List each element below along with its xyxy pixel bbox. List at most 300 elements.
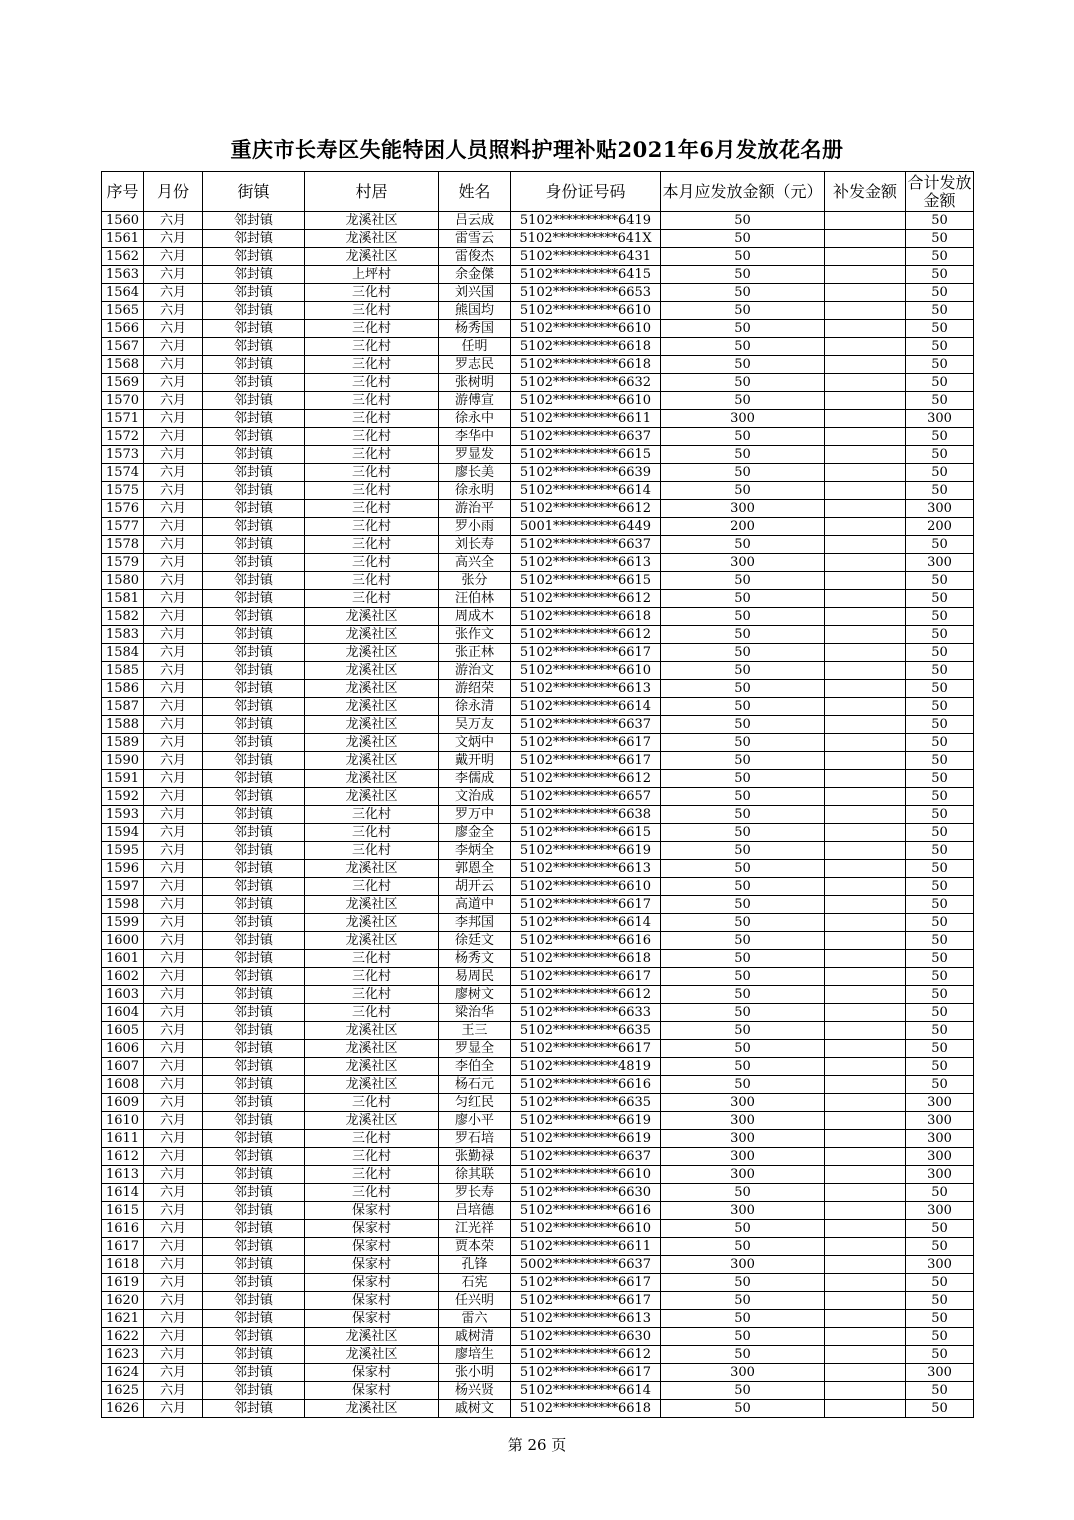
cell-monthly-amount: 50 [661, 338, 825, 356]
cell-serial: 1608 [102, 1076, 144, 1094]
table-row [102, 1040, 974, 1058]
table-row [102, 644, 974, 662]
cell-serial: 1618 [102, 1256, 144, 1274]
cell-id-number: 5102**********6612 [511, 770, 661, 788]
cell-month: 六月 [144, 716, 203, 734]
cell-back-pay [825, 626, 906, 644]
cell-monthly-amount: 50 [661, 716, 825, 734]
cell-town: 邻封镇 [203, 842, 305, 860]
table-row [102, 446, 974, 464]
cell-id-number: 5102**********6633 [511, 1004, 661, 1022]
cell-serial: 1577 [102, 518, 144, 536]
cell-village: 龙溪社区 [305, 1022, 439, 1040]
cell-village: 保家村 [305, 1382, 439, 1400]
cell-monthly-amount: 300 [661, 500, 825, 518]
table-row [102, 500, 974, 518]
cell-village: 上坪村 [305, 266, 439, 284]
cell-month: 六月 [144, 320, 203, 338]
cell-town: 邻封镇 [203, 824, 305, 842]
table-row [102, 374, 974, 392]
cell-serial: 1620 [102, 1292, 144, 1310]
cell-back-pay [825, 572, 906, 590]
cell-month: 六月 [144, 464, 203, 482]
cell-month: 六月 [144, 248, 203, 266]
cell-name: 游治平 [439, 500, 511, 518]
cell-town: 邻封镇 [203, 1202, 305, 1220]
cell-month: 六月 [144, 932, 203, 950]
cell-back-pay [825, 788, 906, 806]
cell-village: 龙溪社区 [305, 212, 439, 230]
cell-back-pay [825, 212, 906, 230]
cell-serial: 1610 [102, 1112, 144, 1130]
cell-back-pay [825, 950, 906, 968]
header-row [102, 172, 974, 212]
cell-back-pay [825, 734, 906, 752]
cell-total-amount: 50 [906, 1346, 974, 1364]
cell-village: 龙溪社区 [305, 1040, 439, 1058]
cell-month: 六月 [144, 446, 203, 464]
cell-id-number: 5102**********6614 [511, 1382, 661, 1400]
cell-village: 三化村 [305, 374, 439, 392]
table-row [102, 734, 974, 752]
cell-monthly-amount: 50 [661, 302, 825, 320]
cell-total-amount: 50 [906, 320, 974, 338]
cell-monthly-amount: 50 [661, 842, 825, 860]
cell-name: 周成木 [439, 608, 511, 626]
cell-town: 邻封镇 [203, 590, 305, 608]
cell-id-number: 5102**********6630 [511, 1328, 661, 1346]
cell-serial: 1582 [102, 608, 144, 626]
cell-name: 游傅宣 [439, 392, 511, 410]
cell-name: 匀红民 [439, 1094, 511, 1112]
table-row [102, 878, 974, 896]
cell-village: 三化村 [305, 392, 439, 410]
cell-town: 邻封镇 [203, 878, 305, 896]
cell-town: 邻封镇 [203, 572, 305, 590]
cell-serial: 1568 [102, 356, 144, 374]
cell-monthly-amount: 300 [661, 1364, 825, 1382]
cell-name: 易周民 [439, 968, 511, 986]
cell-back-pay [825, 1328, 906, 1346]
cell-id-number: 5102**********6615 [511, 446, 661, 464]
cell-monthly-amount: 50 [661, 644, 825, 662]
cell-monthly-amount: 50 [661, 914, 825, 932]
cell-month: 六月 [144, 1346, 203, 1364]
cell-month: 六月 [144, 1076, 203, 1094]
cell-total-amount: 50 [906, 968, 974, 986]
cell-town: 邻封镇 [203, 716, 305, 734]
page-number: 第 26 页 [507, 1436, 567, 1454]
cell-name: 张作文 [439, 626, 511, 644]
cell-village: 龙溪社区 [305, 1112, 439, 1130]
cell-total-amount: 50 [906, 572, 974, 590]
cell-village: 三化村 [305, 410, 439, 428]
cell-id-number: 5102**********6612 [511, 986, 661, 1004]
cell-month: 六月 [144, 1184, 203, 1202]
cell-back-pay [825, 986, 906, 1004]
cell-village: 三化村 [305, 284, 439, 302]
cell-total-amount: 50 [906, 212, 974, 230]
table-row [102, 1256, 974, 1274]
cell-village: 龙溪社区 [305, 932, 439, 950]
cell-id-number: 5102**********6611 [511, 410, 661, 428]
cell-name: 游绍荣 [439, 680, 511, 698]
cell-village: 龙溪社区 [305, 860, 439, 878]
cell-total-amount: 50 [906, 536, 974, 554]
cell-serial: 1587 [102, 698, 144, 716]
cell-name: 杨兴贤 [439, 1382, 511, 1400]
cell-village: 三化村 [305, 1094, 439, 1112]
cell-total-amount: 50 [906, 842, 974, 860]
cell-monthly-amount: 50 [661, 590, 825, 608]
cell-total-amount: 300 [906, 1148, 974, 1166]
cell-town: 邻封镇 [203, 770, 305, 788]
cell-serial: 1563 [102, 266, 144, 284]
cell-town: 邻封镇 [203, 1184, 305, 1202]
cell-id-number: 5102**********6657 [511, 788, 661, 806]
cell-back-pay [825, 1292, 906, 1310]
table-row [102, 392, 974, 410]
table-row [102, 896, 974, 914]
cell-id-number: 5102**********6618 [511, 338, 661, 356]
cell-back-pay [825, 284, 906, 302]
cell-name: 余金傑 [439, 266, 511, 284]
cell-month: 六月 [144, 284, 203, 302]
cell-month: 六月 [144, 626, 203, 644]
cell-id-number: 5102**********6613 [511, 554, 661, 572]
cell-village: 三化村 [305, 986, 439, 1004]
cell-month: 六月 [144, 1310, 203, 1328]
cell-month: 六月 [144, 572, 203, 590]
cell-name: 杨石元 [439, 1076, 511, 1094]
cell-name: 戚树文 [439, 1400, 511, 1418]
cell-village: 龙溪社区 [305, 680, 439, 698]
cell-total-amount: 50 [906, 824, 974, 842]
table-row [102, 752, 974, 770]
cell-town: 邻封镇 [203, 680, 305, 698]
cell-id-number: 5102**********6610 [511, 320, 661, 338]
cell-back-pay [825, 554, 906, 572]
cell-id-number: 5102**********6618 [511, 608, 661, 626]
cell-month: 六月 [144, 1328, 203, 1346]
cell-monthly-amount: 50 [661, 1328, 825, 1346]
cell-back-pay [825, 1004, 906, 1022]
cell-month: 六月 [144, 878, 203, 896]
cell-town: 邻封镇 [203, 518, 305, 536]
cell-back-pay [825, 266, 906, 284]
cell-village: 保家村 [305, 1274, 439, 1292]
cell-id-number: 5102**********6616 [511, 1202, 661, 1220]
table-row [102, 1184, 974, 1202]
cell-serial: 1626 [102, 1400, 144, 1418]
cell-total-amount: 50 [906, 914, 974, 932]
cell-town: 邻封镇 [203, 698, 305, 716]
cell-month: 六月 [144, 1202, 203, 1220]
cell-village: 龙溪社区 [305, 1058, 439, 1076]
table-row [102, 1202, 974, 1220]
cell-month: 六月 [144, 680, 203, 698]
cell-id-number: 5102**********6610 [511, 878, 661, 896]
cell-monthly-amount: 50 [661, 1220, 825, 1238]
cell-town: 邻封镇 [203, 914, 305, 932]
cell-total-amount: 50 [906, 662, 974, 680]
cell-id-number: 5102**********6653 [511, 284, 661, 302]
cell-town: 邻封镇 [203, 752, 305, 770]
cell-id-number: 5102**********6614 [511, 482, 661, 500]
cell-name: 罗万中 [439, 806, 511, 824]
table-row [102, 788, 974, 806]
cell-name: 胡开云 [439, 878, 511, 896]
cell-name: 汪伯林 [439, 590, 511, 608]
table-row [102, 806, 974, 824]
table-row [102, 914, 974, 932]
cell-monthly-amount: 50 [661, 662, 825, 680]
cell-monthly-amount: 200 [661, 518, 825, 536]
table-row [102, 1220, 974, 1238]
cell-monthly-amount: 50 [661, 1382, 825, 1400]
cell-total-amount: 50 [906, 1382, 974, 1400]
cell-monthly-amount: 50 [661, 212, 825, 230]
cell-serial: 1605 [102, 1022, 144, 1040]
cell-month: 六月 [144, 536, 203, 554]
cell-month: 六月 [144, 1256, 203, 1274]
cell-town: 邻封镇 [203, 536, 305, 554]
cell-month: 六月 [144, 590, 203, 608]
cell-total-amount: 50 [906, 932, 974, 950]
table-row [102, 626, 974, 644]
table-row [102, 356, 974, 374]
cell-total-amount: 50 [906, 896, 974, 914]
cell-id-number: 5102**********6610 [511, 302, 661, 320]
cell-town: 邻封镇 [203, 1130, 305, 1148]
cell-town: 邻封镇 [203, 1022, 305, 1040]
cell-back-pay [825, 374, 906, 392]
cell-id-number: 5102**********6630 [511, 1184, 661, 1202]
cell-serial: 1572 [102, 428, 144, 446]
cell-name: 杨秀文 [439, 950, 511, 968]
cell-back-pay [825, 1364, 906, 1382]
cell-serial: 1616 [102, 1220, 144, 1238]
cell-name: 高兴全 [439, 554, 511, 572]
cell-town: 邻封镇 [203, 1274, 305, 1292]
cell-back-pay [825, 1112, 906, 1130]
cell-month: 六月 [144, 806, 203, 824]
cell-month: 六月 [144, 428, 203, 446]
cell-town: 邻封镇 [203, 302, 305, 320]
cell-village: 三化村 [305, 1166, 439, 1184]
table-row [102, 428, 974, 446]
cell-village: 三化村 [305, 590, 439, 608]
cell-serial: 1601 [102, 950, 144, 968]
table-row [102, 1004, 974, 1022]
cell-month: 六月 [144, 1094, 203, 1112]
cell-monthly-amount: 50 [661, 464, 825, 482]
cell-monthly-amount: 300 [661, 1166, 825, 1184]
cell-village: 龙溪社区 [305, 914, 439, 932]
cell-village: 龙溪社区 [305, 230, 439, 248]
cell-id-number: 5102**********6615 [511, 824, 661, 842]
cell-town: 邻封镇 [203, 1040, 305, 1058]
table-row [102, 1364, 974, 1382]
cell-back-pay [825, 878, 906, 896]
cell-town: 邻封镇 [203, 734, 305, 752]
cell-name: 雷俊杰 [439, 248, 511, 266]
cell-name: 杨秀国 [439, 320, 511, 338]
cell-total-amount: 50 [906, 1274, 974, 1292]
cell-total-amount: 50 [906, 590, 974, 608]
cell-back-pay [825, 1022, 906, 1040]
table-row [102, 1094, 974, 1112]
table-row [102, 986, 974, 1004]
cell-back-pay [825, 806, 906, 824]
cell-village: 三化村 [305, 338, 439, 356]
cell-serial: 1603 [102, 986, 144, 1004]
cell-village: 三化村 [305, 518, 439, 536]
cell-id-number: 5102**********6419 [511, 212, 661, 230]
cell-village: 三化村 [305, 1130, 439, 1148]
cell-month: 六月 [144, 986, 203, 1004]
cell-name: 任兴明 [439, 1292, 511, 1310]
cell-id-number: 5102**********6612 [511, 500, 661, 518]
cell-monthly-amount: 50 [661, 392, 825, 410]
cell-name: 张正林 [439, 644, 511, 662]
table-row [102, 320, 974, 338]
cell-serial: 1596 [102, 860, 144, 878]
cell-total-amount: 50 [906, 356, 974, 374]
cell-month: 六月 [144, 266, 203, 284]
cell-name: 张树明 [439, 374, 511, 392]
cell-village: 三化村 [305, 572, 439, 590]
cell-name: 刘长寿 [439, 536, 511, 554]
cell-monthly-amount: 50 [661, 1346, 825, 1364]
cell-village: 龙溪社区 [305, 770, 439, 788]
cell-back-pay [825, 644, 906, 662]
table-row [102, 950, 974, 968]
cell-monthly-amount: 50 [661, 482, 825, 500]
cell-town: 邻封镇 [203, 896, 305, 914]
table-row [102, 590, 974, 608]
cell-village: 龙溪社区 [305, 1346, 439, 1364]
table-row [102, 410, 974, 428]
cell-name: 吕培德 [439, 1202, 511, 1220]
cell-village: 三化村 [305, 1148, 439, 1166]
cell-name: 徐永清 [439, 698, 511, 716]
cell-id-number: 5102**********6639 [511, 464, 661, 482]
table-row [102, 968, 974, 986]
cell-id-number: 5102**********6617 [511, 734, 661, 752]
cell-back-pay [825, 1274, 906, 1292]
cell-monthly-amount: 50 [661, 824, 825, 842]
cell-month: 六月 [144, 392, 203, 410]
cell-village: 三化村 [305, 500, 439, 518]
cell-name: 张勤禄 [439, 1148, 511, 1166]
cell-back-pay [825, 1238, 906, 1256]
table-row [102, 518, 974, 536]
cell-town: 邻封镇 [203, 860, 305, 878]
cell-monthly-amount: 50 [661, 680, 825, 698]
cell-village: 龙溪社区 [305, 788, 439, 806]
cell-serial: 1566 [102, 320, 144, 338]
cell-monthly-amount: 50 [661, 356, 825, 374]
cell-name: 吴万友 [439, 716, 511, 734]
cell-village: 三化村 [305, 824, 439, 842]
cell-back-pay [825, 1256, 906, 1274]
cell-total-amount: 300 [906, 1364, 974, 1382]
table-row [102, 302, 974, 320]
cell-total-amount: 50 [906, 1184, 974, 1202]
cell-id-number: 5001**********6449 [511, 518, 661, 536]
cell-month: 六月 [144, 1382, 203, 1400]
cell-month: 六月 [144, 374, 203, 392]
cell-serial: 1588 [102, 716, 144, 734]
cell-back-pay [825, 1184, 906, 1202]
cell-name: 李炳全 [439, 842, 511, 860]
cell-id-number: 5102**********6611 [511, 1238, 661, 1256]
cell-month: 六月 [144, 788, 203, 806]
cell-serial: 1570 [102, 392, 144, 410]
table-row [102, 1148, 974, 1166]
cell-village: 龙溪社区 [305, 644, 439, 662]
cell-month: 六月 [144, 1130, 203, 1148]
cell-id-number: 5102**********6638 [511, 806, 661, 824]
cell-monthly-amount: 50 [661, 878, 825, 896]
cell-total-amount: 50 [906, 1040, 974, 1058]
cell-back-pay [825, 680, 906, 698]
cell-id-number: 5102**********6617 [511, 1274, 661, 1292]
cell-month: 六月 [144, 770, 203, 788]
cell-back-pay [825, 698, 906, 716]
cell-month: 六月 [144, 662, 203, 680]
cell-serial: 1576 [102, 500, 144, 518]
cell-village: 龙溪社区 [305, 1400, 439, 1418]
cell-id-number: 5102**********6637 [511, 428, 661, 446]
cell-village: 龙溪社区 [305, 248, 439, 266]
cell-name: 张分 [439, 572, 511, 590]
cell-serial: 1612 [102, 1148, 144, 1166]
cell-town: 邻封镇 [203, 284, 305, 302]
cell-serial: 1591 [102, 770, 144, 788]
cell-serial: 1571 [102, 410, 144, 428]
cell-id-number: 5102**********6632 [511, 374, 661, 392]
cell-name: 郭恩全 [439, 860, 511, 878]
cell-monthly-amount: 300 [661, 1112, 825, 1130]
cell-village: 三化村 [305, 428, 439, 446]
cell-town: 邻封镇 [203, 500, 305, 518]
cell-total-amount: 300 [906, 1094, 974, 1112]
cell-id-number: 5102**********6617 [511, 896, 661, 914]
cell-name: 文治成 [439, 788, 511, 806]
cell-back-pay [825, 356, 906, 374]
table-row [102, 1130, 974, 1148]
cell-back-pay [825, 482, 906, 500]
cell-total-amount: 50 [906, 302, 974, 320]
cell-monthly-amount: 50 [661, 320, 825, 338]
cell-town: 邻封镇 [203, 1400, 305, 1418]
cell-id-number: 5102**********6610 [511, 662, 661, 680]
cell-monthly-amount: 50 [661, 734, 825, 752]
cell-month: 六月 [144, 1400, 203, 1418]
cell-back-pay [825, 500, 906, 518]
table-row [102, 464, 974, 482]
cell-back-pay [825, 842, 906, 860]
table-row [102, 248, 974, 266]
table-row [102, 680, 974, 698]
cell-monthly-amount: 300 [661, 554, 825, 572]
cell-month: 六月 [144, 1166, 203, 1184]
cell-serial: 1586 [102, 680, 144, 698]
cell-name: 徐廷文 [439, 932, 511, 950]
cell-village: 保家村 [305, 1238, 439, 1256]
